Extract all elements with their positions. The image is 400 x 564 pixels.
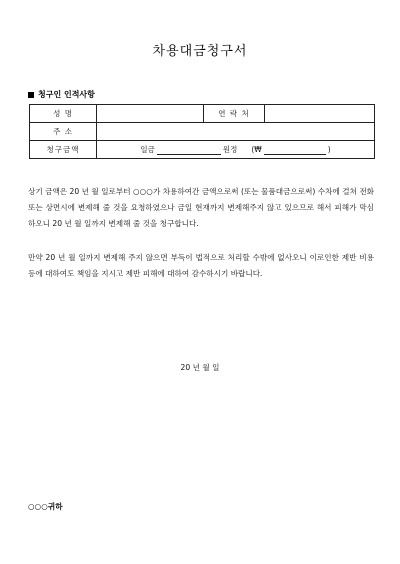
amount-paren-open: (₩ [251,145,262,154]
table-row [30,141,375,159]
claimant-info-table [29,104,375,159]
amount-label: 청구금액 [30,141,97,159]
claimant-section-heading [28,89,95,100]
table-row [30,123,375,141]
contact-field[interactable] [265,105,375,123]
body-paragraph-1: 상기 금액은 20 년 월 일로부터 ○○○가 차용하여간 금액으로써 (또는 물품대금으로써) 수차에 걸쳐 전화 또는 상면시에 변제해 줄 것을 요청하였으나 금일 현재까지 변제해주지 않고 있으므로 해서 피해가 막심하오니 20 년 월 일까지 변제해 줄 것을 청구합니다. [28,187,374,228]
name-label: 성 명 [30,105,97,123]
contact-label: 연 락 처 [204,105,265,123]
addressee: ○○○귀하 [28,502,63,511]
amount-field[interactable] [97,141,375,159]
table-row [30,105,375,123]
amount-paren-close: ) [327,145,331,154]
claimant-section-heading-text: 청구인 인적사항 [38,90,95,99]
square-bullet-icon [28,92,34,98]
amount-prefix: 일금 [140,145,155,154]
address-label: 주 소 [30,123,97,141]
amount-won-label: 원정 [222,145,238,154]
name-field[interactable] [97,105,204,123]
date-line: 20 년 월 일 [180,363,220,372]
amount-korean-blank[interactable] [157,145,221,155]
document-title: 차용대금청구서 [152,44,248,59]
address-field[interactable] [97,123,375,141]
body-paragraph-2: 만약 20 년 월 일까지 변제해 주지 않으면 부득이 법적으로 처리할 수밖에 없사오니 이로인한 제반 비용 등에 대하여도 책임을 지시고 제반 피해에 대하여 감수하시기 바랍니다. [28,253,374,278]
amount-numeric-blank[interactable] [264,145,326,155]
amount-row [101,144,370,155]
